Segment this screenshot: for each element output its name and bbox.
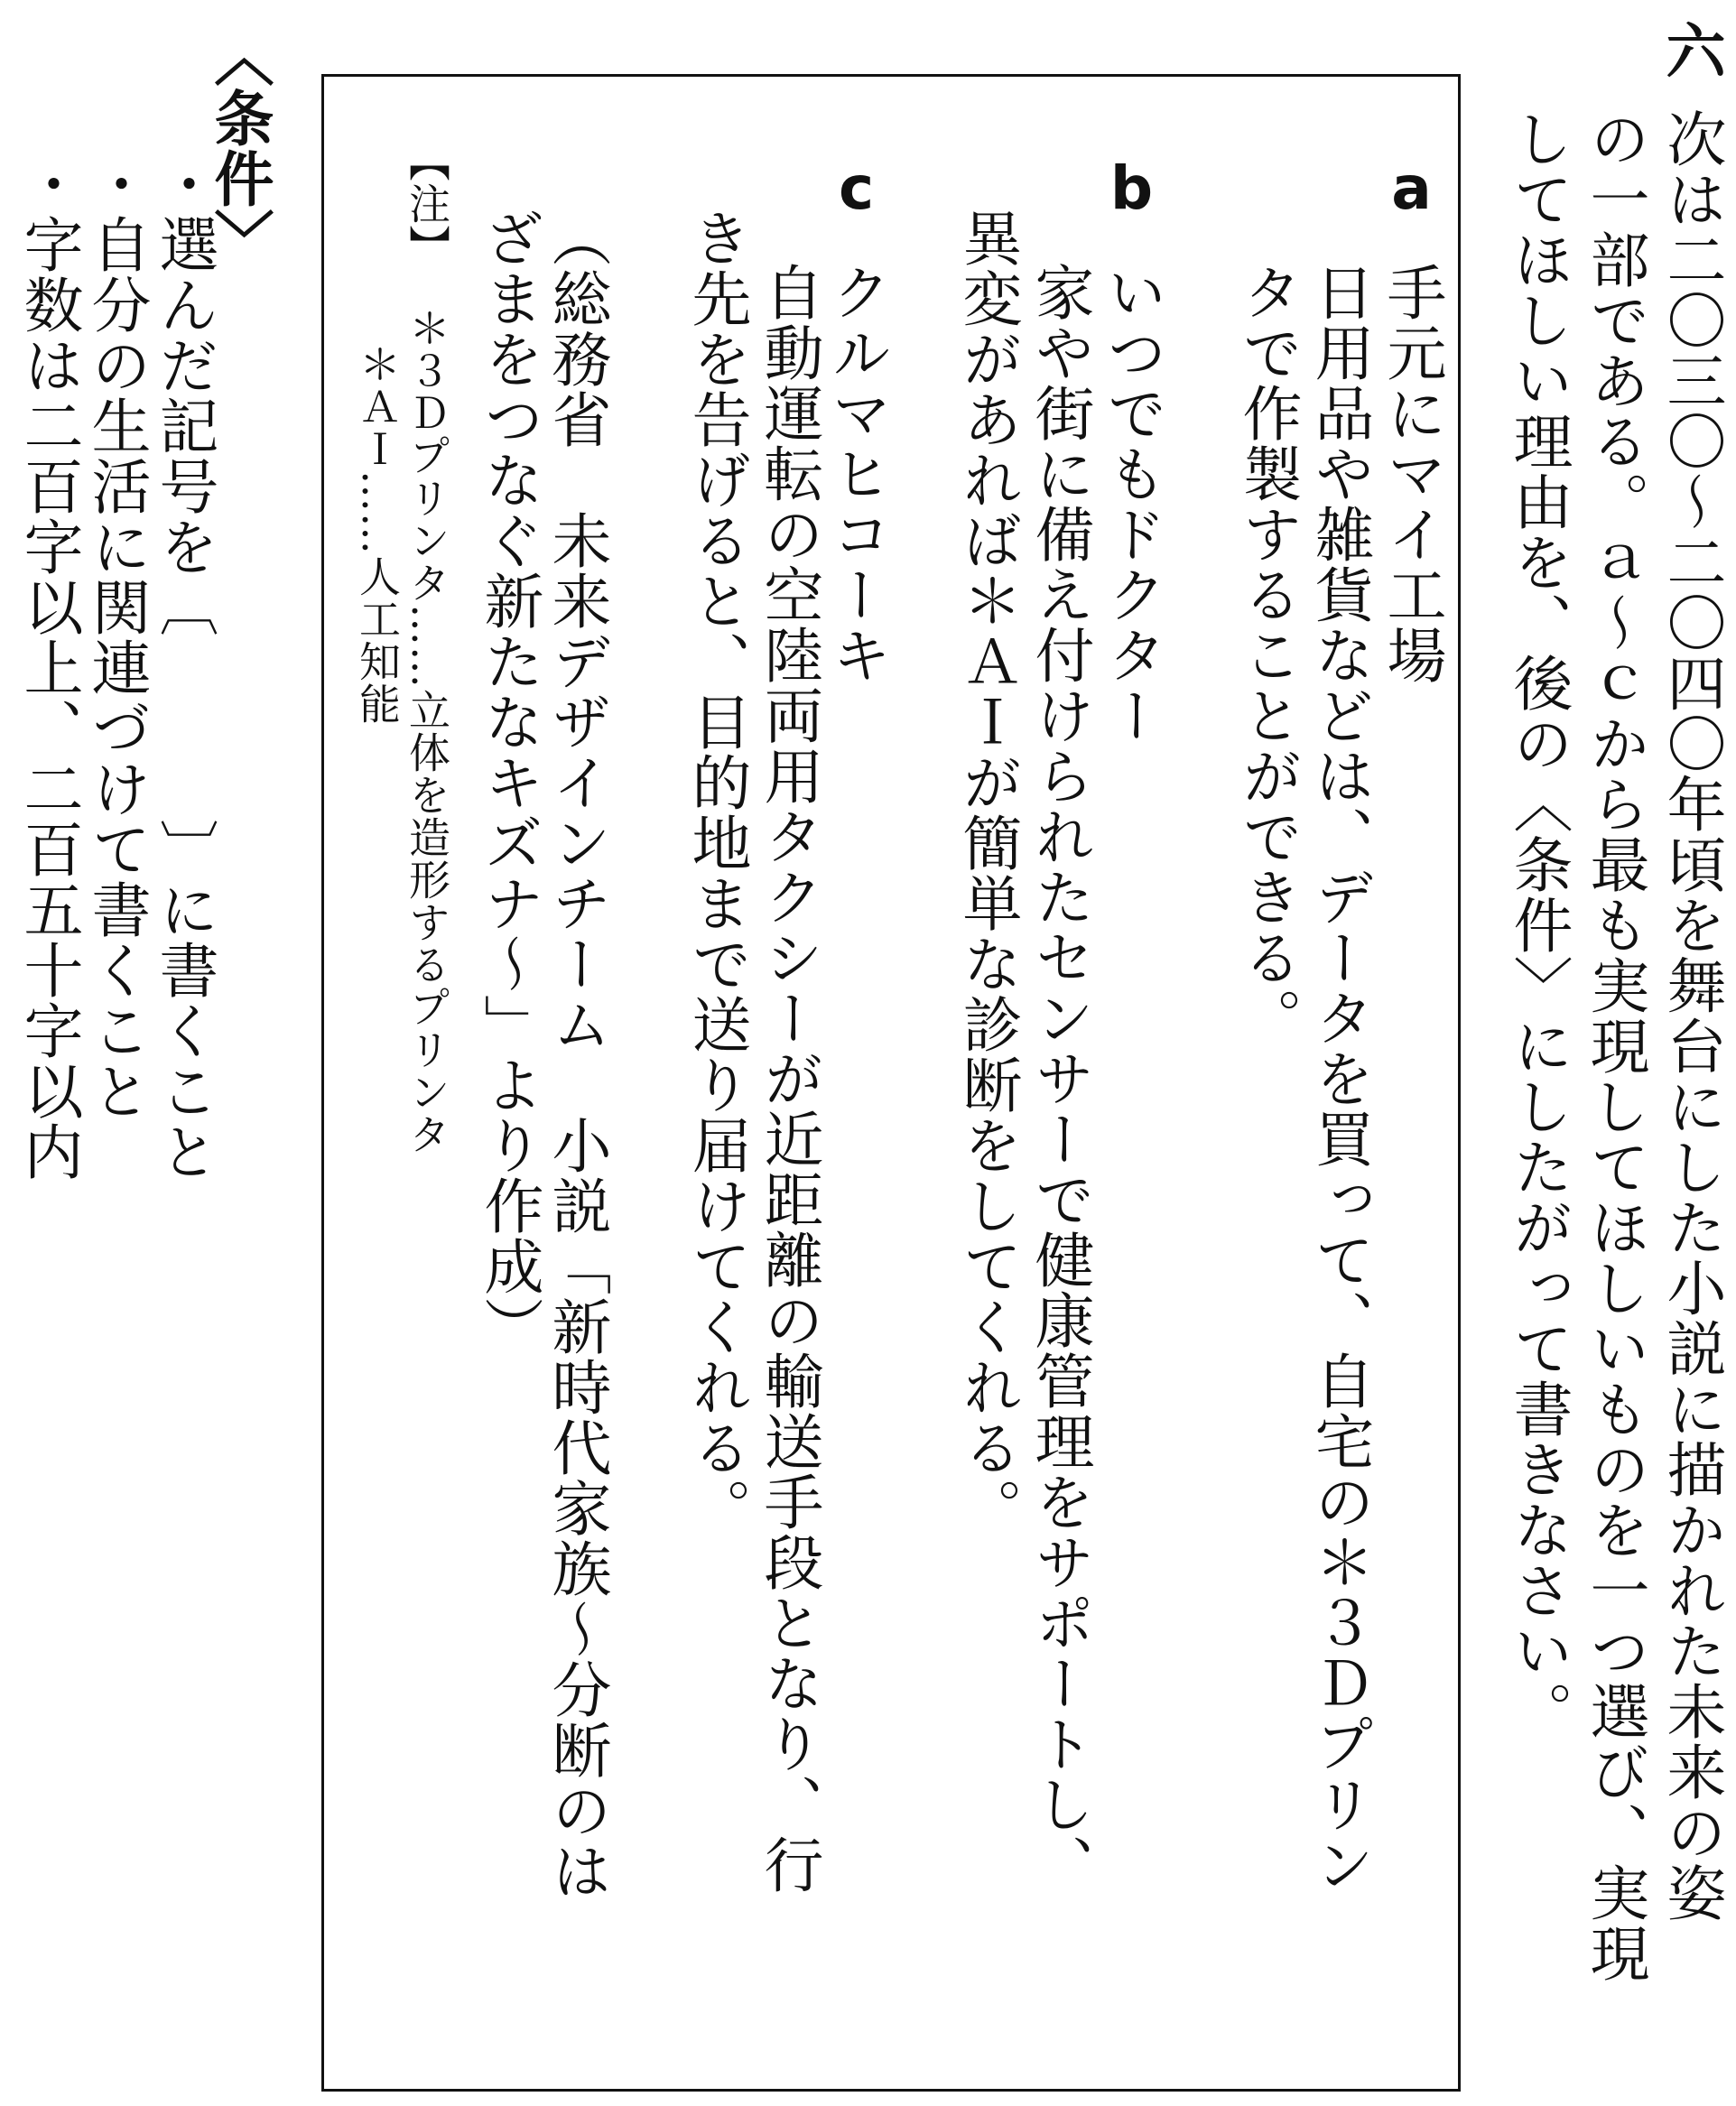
note-label: 【注】	[403, 140, 451, 267]
note-3d-printer: ＊３Ｄプリンタ……立体を造形するプリンタ	[403, 307, 451, 1155]
condition-item-1: ・選んだ記号を〔 〕に書くこと	[149, 153, 218, 1182]
question-line-3: してほしい理由を、後の〈条件〉にしたがって書きなさい。	[1503, 108, 1573, 1741]
question-line-2: の一部である。ａ～ｃから最も実現してほしいものを一つ選び、実現	[1580, 108, 1649, 1983]
item-b-line-2: 異変があれば＊ＡＩが簡単な診断をしてくれる。	[952, 208, 1022, 1538]
item-a-title: 手元にマイ工場	[1377, 262, 1446, 685]
item-b-line-1: 家や街に備え付けられたセンサーで健康管理をサポートし、	[1025, 262, 1094, 1895]
item-c-title: クルマヒコーキ	[822, 262, 891, 685]
condition-item-3: ・字数は二百字以上、二百五十字以内	[14, 153, 83, 1182]
question-number: 六	[1656, 20, 1726, 80]
item-b-letter: b	[1097, 153, 1166, 224]
item-a-line-1: 日用品や雑貨などは、データを買って、自宅の＊３Ｄプリン	[1304, 262, 1374, 1895]
note-ai: ＊ＡＩ……人工知能	[353, 343, 402, 725]
question-line-1: 次は二〇三〇～二〇四〇年頃を舞台にした小説に描かれた未来の姿	[1657, 108, 1726, 1923]
conditions-heading: 〈条件〉	[204, 27, 274, 269]
condition-item-2: ・自分の生活に関連づけて書くこと	[81, 153, 151, 1121]
item-c-letter: c	[822, 153, 891, 224]
item-c-line-2: き先を告げると、目的地まで送り届けてくれる。	[682, 208, 751, 1538]
source-line-2: ざまをつなぐ新たなキズナ～」より作成）	[474, 208, 543, 1357]
item-c-line-1: 自動運転の空陸両用タクシーが近距離の輸送手段となり、行	[754, 262, 823, 1895]
item-a-line-2: タで作製することができる。	[1232, 262, 1302, 1048]
item-b-title: いつでもドクター	[1097, 262, 1166, 746]
item-a-letter: a	[1377, 153, 1446, 224]
source-line-1: （総務省 未来デザインチーム 小説「新時代家族～分断のは	[542, 208, 611, 1901]
